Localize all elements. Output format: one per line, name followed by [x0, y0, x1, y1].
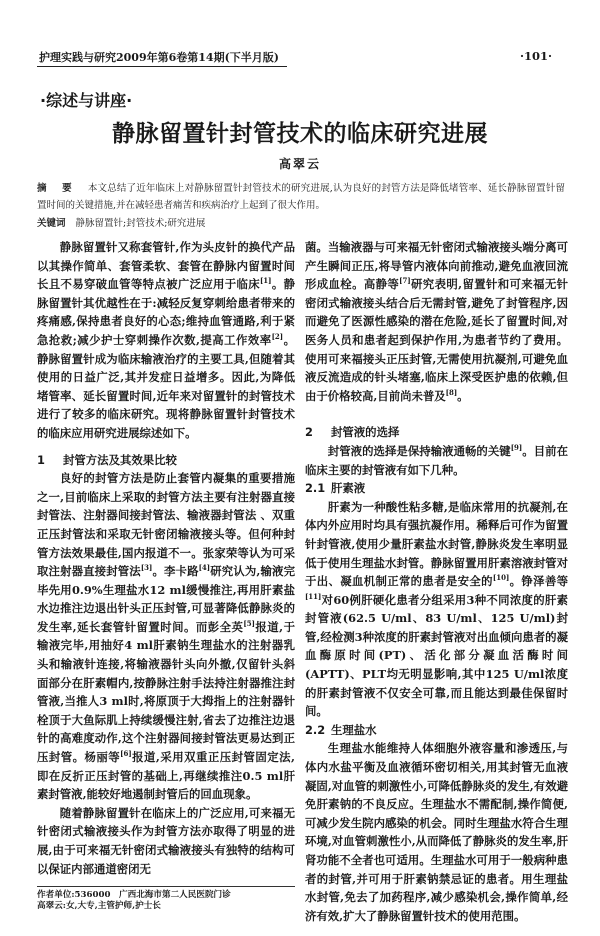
- page-number: ·101·: [519, 49, 552, 63]
- author-info: 高翠云:女,大专,主管护师,护士长: [37, 901, 161, 912]
- citation-ref: [8]: [445, 387, 458, 397]
- section-2-2-heading: [305, 721, 568, 740]
- abstract-text: 本文总结了近年临床上对静脉留置针封管技术的研究进展,认为良好的封管方法是降低堵管率、延长静脉留置针留置时间的关键措施,并在减轻患者痛苦和疾病治疗上起到了很大作用。: [37, 183, 565, 211]
- section-2-1-heading: [305, 479, 568, 498]
- section-number: 2.1: [305, 481, 326, 496]
- citation-ref: [1]: [260, 276, 272, 286]
- keywords-label: 关键词: [37, 218, 66, 229]
- right-column: [305, 238, 568, 925]
- citation-ref: [3]: [140, 563, 153, 573]
- author-affiliation: 作者单位:536000 广西北海市第二人民医院门诊: [37, 890, 231, 901]
- body-paragraph: 随着静脉留置针在临床上的广泛应用,可来福无针密闭式输液接头作为封管方法亦取得了明显的进展,由于可来福无针密闭式输液接头有独特的结构可以保证内部通道密闭无: [37, 805, 295, 876]
- intro-paragraph: 静脉留置针又称套管针,作为头皮针的换代产品以其操作简单、套管柔软、套管在静脉内留置时间长且不易穿破血管等特点被广泛应用于临床[1]。静脉留置针其优越性在于:减轻反复穿刺给患者带来的疼痛感,保持患者良好的心态;维持血管通路,利于紧急抢救;减少护士穿刺操作次数,提高工作效率[2]。静脉留置针成为临床输液治疗的主要工具,但随着其使用的日益广泛,其并发症日益增多。因此,为降低堵管率、延长留置时间,近年来对留置针的封管技术进行了较多的临床研究。现将静脉留置针封管技术的临床应用研究进展综述如下。: [37, 240, 295, 440]
- article-title: 静脉留置针封管技术的临床研究进展: [112, 120, 488, 147]
- left-column: [37, 238, 295, 912]
- section-1-heading: [37, 451, 295, 470]
- abstract-label: 摘 要: [37, 183, 78, 194]
- running-header: 护理实践与研究2009年第6卷第14期(下半月版): [37, 49, 287, 67]
- section-2-heading: [305, 423, 568, 442]
- column-label: ·综述与讲座·: [40, 91, 133, 110]
- citation-ref: [9]: [510, 443, 523, 453]
- footnote: [37, 886, 295, 912]
- section-number: 2.2: [305, 722, 326, 737]
- body-paragraph: 肝素为一种酸性粘多糖,是临床常用的抗凝剂,在体内外应用时均具有强抗凝作用。稀释后可作为留置针封管液,使用少量肝素盐水封管,静脉炎发生率明显低于使用生理盐水封管。静脉留置用肝素溶液封管对于出、凝血机制正常的患者是安全的[10]。铮泽善等[11]对60例肝硬化患者分组采用3种不同浓度的肝素封管液(62.5 U/ml、83 U/ml、125 U/ml)封管,经检测3种浓度的肝素封管液对出血倾向患者的凝血酶原时间(PT)、活化部分凝血活酶时间(APTT)、PLT均无明显影响,其中125 U/ml浓度的肝素封管液不仅安全可靠,而且能达到最佳保留时间。: [305, 499, 568, 719]
- citation-ref: [2]: [271, 332, 284, 342]
- keywords-text: 静脉留置针;封管技术;研究进展: [75, 218, 206, 229]
- section-title: 封管方法及其效果比较: [63, 452, 177, 467]
- section-title: 封管液的选择: [331, 425, 400, 440]
- citation-ref: [5]: [243, 619, 255, 629]
- keywords: [37, 217, 205, 231]
- body-paragraph: 封管液的选择是保持输液通畅的关键[9]。目前在临床主要的封管液有如下几种。: [305, 443, 568, 477]
- section-number: 2: [305, 425, 313, 440]
- abstract: [37, 180, 565, 214]
- section-title: 肝素液: [331, 481, 366, 496]
- citation-ref: [7]: [399, 276, 411, 286]
- section-title: 生理盐水: [331, 722, 377, 737]
- body-paragraph: 良好的封管方法是防止套管内凝集的重要措施之一,目前临床上采取的封管方法主要有注射器直接封管法、注射器间接封管法、输液器封管法 、双重正压封管法和采取无针密闭输液接头等。但何种封管方法效果最佳,国内报道不一。张家荣等认为可采取注射器直接封管法[3]。李卡路[4]研究认为,输液完毕先用0.9%生理盐水12 ml缓慢推注,再用肝素盐水边推注边退出针头正压封管,可显著降低静脉炎的发生率,延长套管针留置时间。而彭全英[5]报道,于输液完毕,用抽好4 ml肝素钠生理盐水的注射器乳头和输液针连接,将输液器针头向外撤,仅留针头斜面部分在肝素帽内,按静脉注射手法持注射器推注封管液,当推人3 ml时,将原顶于大拇指上的注射器针栓顶于大鱼际肌上持续缓慢注射,省去了边推注边退针的高难度动作,这个注射器间接封管法更易达到正压封管。杨丽等[6]报道,采用双重正压封管固定法,即在反折正压封管的基础上,再继续推注0.5 ml肝素封管液,能较好地遏制封管后的回血现象。: [37, 471, 295, 802]
- citation-ref: [6]: [120, 749, 132, 759]
- citation-ref: [11]: [305, 591, 322, 601]
- citation-ref: [10]: [492, 573, 510, 583]
- author: 高翠云: [278, 157, 321, 171]
- body-paragraph: 菌。当输液器与可来福无针密闭式输液接头端分离可产生瞬间正压,将导管内液体向前推动,避免血液回流形成血栓。高静等[7]研究表明,留置针和可来福无针密闭式输液接头结合后无需封管,避免了封管程序,因而避免了医源性感染的潜在危险,延长了留置时间,对医务人员和患者起到保护作用,为患者节约了费用。使用可来福接头正压封管,无需使用抗凝剂,可避免血液反流造成的针头堵塞,临床上深受医护患的依赖,但由于价格较高,目前尚未普及[8]。: [305, 240, 568, 403]
- body-paragraph: 生理盐水能维持人体细胞外液容量和渗透压,与体内水盐平衡及血液循环密切相关,用其封管无血液凝固,对血管的刺激性小,可降低静脉炎的发生,有效避免肝素钠的不良反应。生理盐水不需配制,操作简便,可减少发生院内感染的机会。同时生理盐水符合生理环境,对血管刺激性小,从而降低了静脉炎的发生率,肝肾功能不全者也可适用。生理盐水可用于一般病种患者的封管,并可用于肝素钠禁忌证的患者。用生理盐水封管,免去了加药程序,减少感染机会,操作简单,经济有效,扩大了静脉留置针技术的使用范围。: [305, 741, 568, 923]
- section-number: 1: [37, 452, 45, 467]
- citation-ref: [4]: [198, 563, 211, 573]
